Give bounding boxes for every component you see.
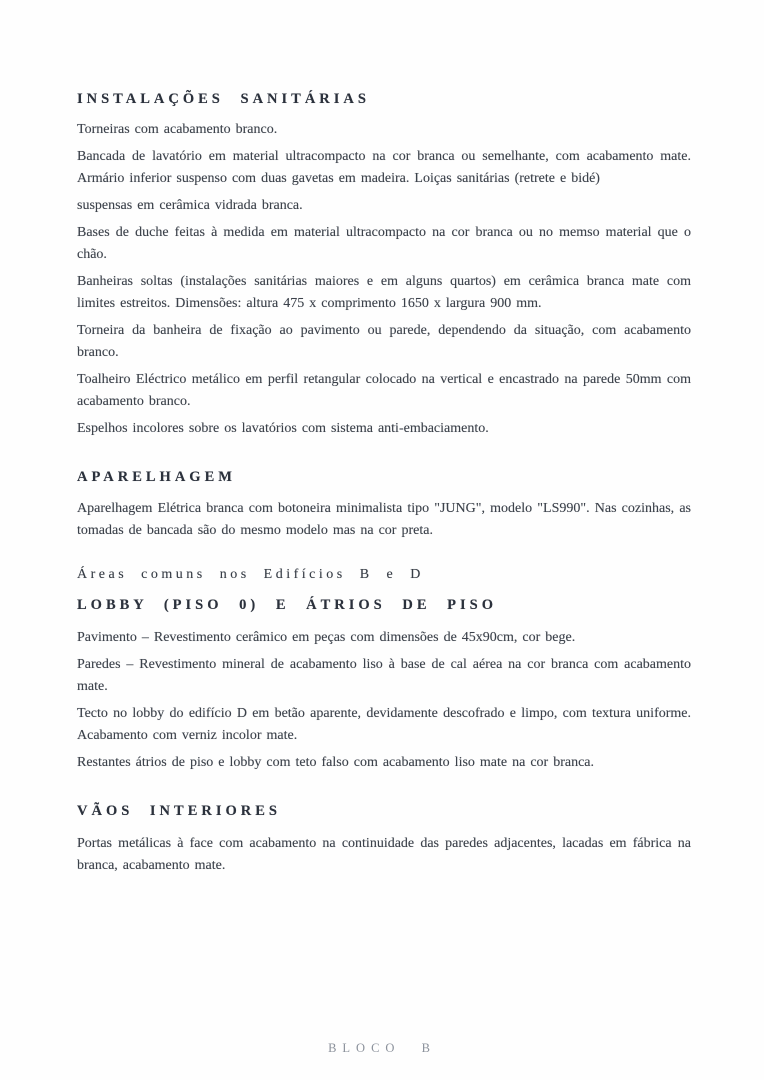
para-restantes-atrios: Restantes átrios de piso e lobby com teto falso com acabamento liso mate na cor branca. [77,755,595,770]
para-torneira-banheira: Torneira da banheira de fixação ao pavimento ou parede, dependendo da situação, com acabamento branco. [77,323,691,360]
subheading-areas-comuns: Áreas comuns nos Edifícios B e D [77,567,424,582]
para-bancada-lavatorio: Bancada de lavatório em material ultracompacto na cor branca ou semelhante, com acabamento mate. Armário inferior suspenso com duas gavetas em madeira. Loiças sanitárias (retrete e bidé) [77,149,691,186]
para-paredes: Paredes – Revestimento mineral de acabamento liso à base de cal aérea na cor branca com acabamento mate. [77,657,691,694]
para-portas-metalicas: Portas metálicas à face com acabamento na continuidade das paredes adjacentes, lacadas em fábrica na branca, acabamento mate. [77,836,691,873]
heading-aparelhagem: APARELHAGEM [77,469,236,485]
para-bases-duche: Bases de duche feitas à medida em material ultracompacto na cor branca ou no memso material que o chão. [77,225,691,262]
page-footer-bloco: BLOCO B [328,1041,436,1055]
document-body [77,88,691,882]
para-aparelhagem-eletrica: Aparelhagem Elétrica branca com botoneira minimalista tipo "JUNG", modelo "LS990". Nas cozinhas, as tomadas de bancada são do mesmo modelo mas na cor preta. [77,501,691,538]
para-espelhos: Espelhos incolores sobre os lavatórios com sistema anti-embaciamento. [77,421,489,436]
para-suspensas-ceramica: suspensas em cerâmica vidrada branca. [77,198,303,213]
heading-instalacoes-sanitarias: INSTALAÇÕES SANITÁRIAS [77,91,370,107]
para-banheiras-soltas: Banheiras soltas (instalações sanitárias maiores e em alguns quartos) em cerâmica branca mate com limites estreitos. Dimensões: altura 475 x comprimento 1650 x largura 900 mm. [77,274,691,311]
para-tecto-lobby: Tecto no lobby do edifício D em betão aparente, devidamente descofrado e limpo, com textura uniforme. Acabamento com verniz incolor mate. [77,706,691,743]
heading-lobby-atrios: LOBBY (PISO 0) E ÁTRIOS DE PISO [77,597,497,613]
para-pavimento: Pavimento – Revestimento cerâmico em peças com dimensões de 45x90cm, cor bege. [77,630,576,645]
heading-vaos-interiores: VÃOS INTERIORES [77,803,281,819]
para-toalheiro-electrico: Toalheiro Eléctrico metálico em perfil retangular colocado na vertical e encastrado na parede 50mm com acabamento branco. [77,372,691,409]
para-torneiras: Torneiras com acabamento branco. [77,122,278,137]
